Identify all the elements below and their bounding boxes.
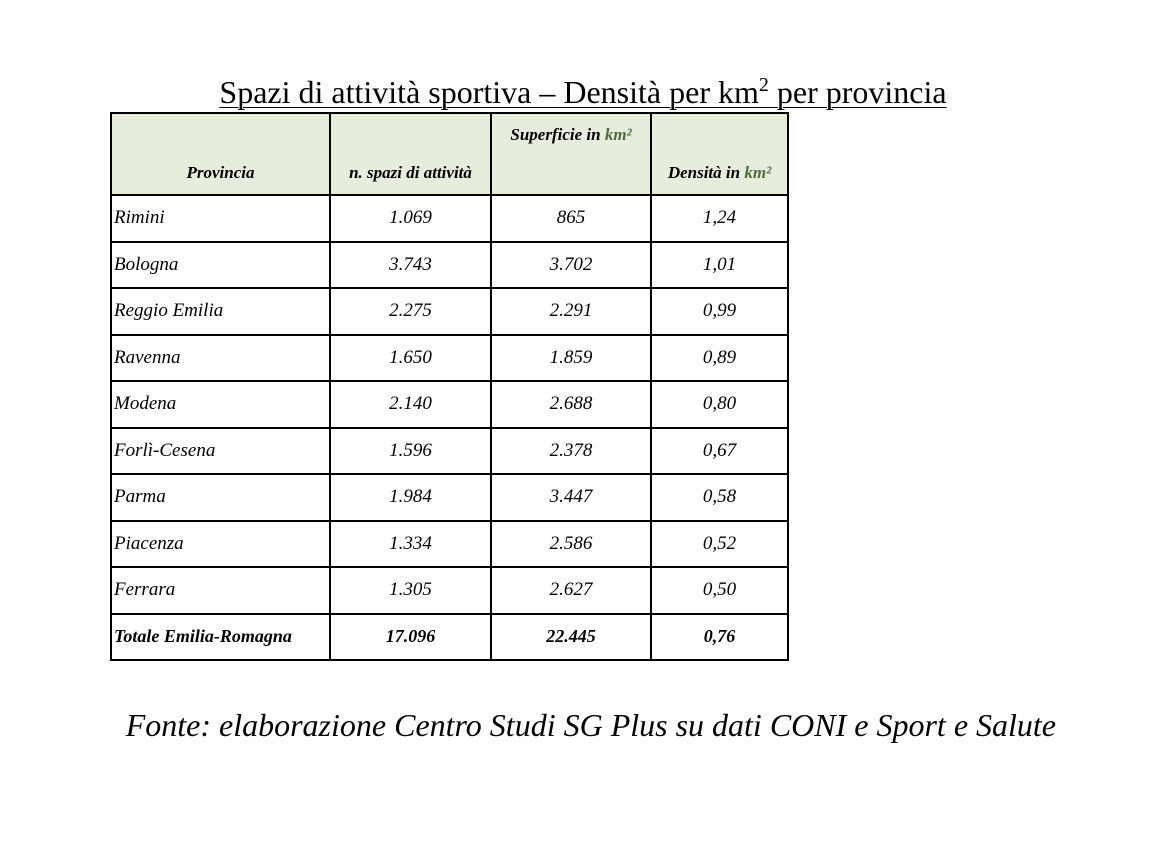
cell-densita: 0,80	[651, 381, 788, 428]
cell-n-spazi: 1.069	[330, 195, 491, 242]
cell-n-spazi: 1.596	[330, 428, 491, 475]
header-densita	[651, 113, 788, 195]
slide-title	[0, 72, 1166, 112]
header-superficie-unit: km²	[604, 125, 632, 144]
total-superficie: 22.445	[491, 614, 651, 661]
cell-superficie: 2.627	[491, 567, 651, 614]
cell-provincia: Parma	[111, 474, 330, 521]
cell-superficie: 2.378	[491, 428, 651, 475]
title-suffix: per provincia	[768, 74, 947, 110]
cell-n-spazi: 2.140	[330, 381, 491, 428]
table-header-row	[111, 113, 788, 195]
header-superficie	[491, 113, 651, 195]
cell-provincia: Bologna	[111, 242, 330, 289]
title-superscript: 2	[758, 74, 769, 96]
table-row	[111, 474, 788, 521]
cell-densita: 0,52	[651, 521, 788, 568]
cell-densita: 1,24	[651, 195, 788, 242]
header-densita-label: Densità in	[667, 163, 745, 182]
cell-provincia: Piacenza	[111, 521, 330, 568]
density-table	[110, 112, 789, 661]
cell-provincia: Rimini	[111, 195, 330, 242]
header-superficie-label: Superficie in	[510, 125, 605, 144]
cell-superficie: 2.688	[491, 381, 651, 428]
cell-densita: 0,99	[651, 288, 788, 335]
cell-superficie: 2.586	[491, 521, 651, 568]
cell-superficie: 3.447	[491, 474, 651, 521]
header-densita-unit: km²	[744, 163, 772, 182]
table-row	[111, 567, 788, 614]
table-row	[111, 242, 788, 289]
cell-n-spazi: 3.743	[330, 242, 491, 289]
cell-densita: 0,50	[651, 567, 788, 614]
cell-n-spazi: 2.275	[330, 288, 491, 335]
cell-superficie: 865	[491, 195, 651, 242]
cell-densita: 1,01	[651, 242, 788, 289]
table-row	[111, 195, 788, 242]
cell-n-spazi: 1.650	[330, 335, 491, 382]
cell-superficie: 1.859	[491, 335, 651, 382]
cell-provincia: Ferrara	[111, 567, 330, 614]
table-row	[111, 381, 788, 428]
cell-superficie: 3.702	[491, 242, 651, 289]
header-provincia: Provincia	[111, 113, 330, 195]
cell-provincia: Reggio Emilia	[111, 288, 330, 335]
table-total-row	[111, 614, 788, 661]
cell-n-spazi: 1.334	[330, 521, 491, 568]
cell-provincia: Forlì-Cesena	[111, 428, 330, 475]
cell-densita: 0,58	[651, 474, 788, 521]
header-n-spazi: n. spazi di attività	[330, 113, 491, 195]
cell-n-spazi: 1.984	[330, 474, 491, 521]
cell-densita: 0,89	[651, 335, 788, 382]
table-row	[111, 428, 788, 475]
table-row	[111, 521, 788, 568]
cell-provincia: Ravenna	[111, 335, 330, 382]
total-n-spazi: 17.096	[330, 614, 491, 661]
total-provincia: Totale Emilia-Romagna	[111, 614, 330, 661]
source-note: Fonte: elaborazione Centro Studi SG Plus su dati CONI e Sport e Salute	[125, 707, 1056, 743]
cell-n-spazi: 1.305	[330, 567, 491, 614]
total-densita: 0,76	[651, 614, 788, 661]
title-prefix: Spazi di attività sportiva – Densità per km	[219, 74, 759, 110]
cell-provincia: Modena	[111, 381, 330, 428]
cell-superficie: 2.291	[491, 288, 651, 335]
cell-densita: 0,67	[651, 428, 788, 475]
table-row	[111, 335, 788, 382]
table-row	[111, 288, 788, 335]
